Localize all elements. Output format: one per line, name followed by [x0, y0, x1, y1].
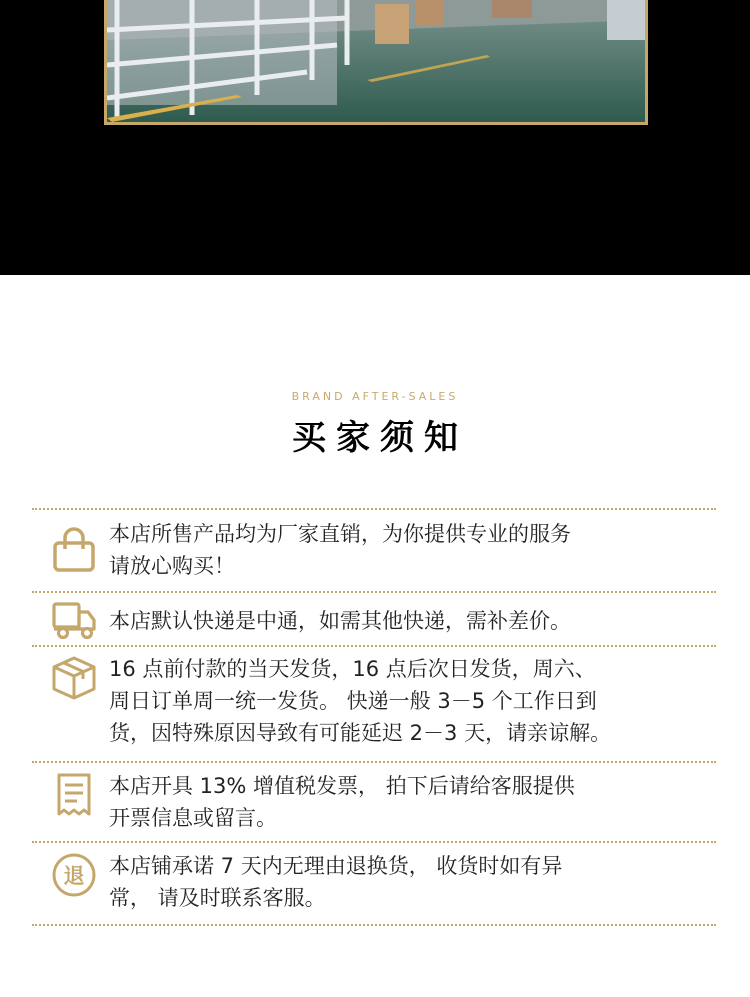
divider: [32, 761, 716, 763]
notice-text: [109, 518, 709, 582]
notice-line: 常， 请及时联系客服。: [109, 886, 326, 910]
notice-line: 16 点前付款的当天发货，16 点后次日发货，周六、: [109, 657, 596, 681]
shopping-bag-icon: [51, 527, 97, 573]
delivery-truck-icon: [51, 598, 97, 644]
notice-line: 本店默认快递是中通，如需其他快递，需补差价。: [109, 609, 571, 633]
brand-subtitle: BRAND AFTER-SALES: [291, 390, 459, 403]
notice-line: 周日订单周一统一发货。 快递一般 3－5 个工作日到: [109, 689, 597, 713]
warehouse-photo: [104, 0, 648, 125]
divider: [32, 924, 716, 926]
notice-line: 本店铺承诺 7 天内无理由退换货， 收货时如有异: [109, 854, 563, 878]
invoice-receipt-icon: [51, 772, 97, 818]
divider: [32, 841, 716, 843]
page-title: 买家须知: [292, 418, 468, 458]
notice-text: [109, 653, 709, 749]
top-banner: [0, 0, 750, 275]
notice-line: 本店开具 13% 增值税发票， 拍下后请给客服提供: [109, 774, 575, 798]
notice-text: [109, 850, 709, 914]
divider: [32, 591, 716, 593]
return-badge-text: 退: [63, 864, 85, 888]
return-badge-icon: [51, 852, 97, 898]
notice-line: 货，因特殊原因导致有可能延迟 2－3 天，请亲谅解。: [109, 721, 612, 745]
notice-text: [109, 770, 709, 834]
divider: [32, 508, 716, 510]
notice-line: 本店所售产品均为厂家直销，为你提供专业的服务: [109, 522, 571, 546]
package-box-icon: [51, 655, 97, 701]
divider: [32, 645, 716, 647]
notice-line: 开票信息或留言。: [109, 806, 277, 830]
notice-text: [109, 605, 709, 637]
notice-line: 请放心购买！: [109, 554, 235, 578]
